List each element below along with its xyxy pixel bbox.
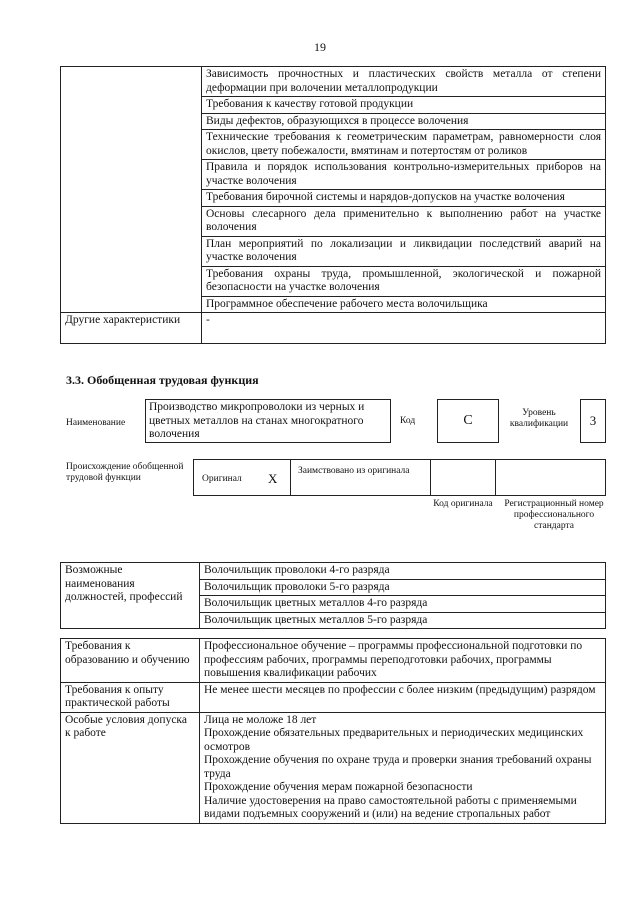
qualification-level: 3 <box>580 399 606 443</box>
knowledge-item: Основы слесарного дела применительно к выполнению работ на участке волочения <box>202 206 606 236</box>
knowledge-item: Правила и порядок использования контрольно-измерительных приборов на участке волочения <box>202 160 606 190</box>
origin-label: Происхождение обобщенной трудовой функции <box>66 462 184 483</box>
other-characteristics-value: - <box>202 313 606 344</box>
positions-table <box>60 562 606 629</box>
positions-label: Возможные наименования должностей, профессий <box>61 563 200 629</box>
knowledge-item: Требования бирочной системы и нарядов-допусков на участке волочения <box>202 190 606 207</box>
function-name: Производство микропроволоки из черных и цветных металлов на станах многократного волочения <box>145 399 391 443</box>
condition-item: Прохождение обучения по охране труда и проверки знания требований охраны труда <box>204 754 592 780</box>
divider <box>290 460 291 495</box>
position-item: Волочильщик цветных металлов 5-го разряда <box>200 612 606 629</box>
registration-caption: Регистрационный номер профессионального стандарта <box>504 499 604 531</box>
original-label: Оригинал <box>202 474 242 484</box>
education-value: Профессиональное обучение – программы профессиональной подготовки по профессиям рабочих, программы переподготовки рабочих, программы повышения квалификации рабочих <box>200 639 606 683</box>
original-mark: X <box>268 471 278 486</box>
position-item: Волочильщик проволоки 5-го разряда <box>200 579 606 596</box>
knowledge-table <box>60 66 606 344</box>
knowledge-item: Технические требования к геометрическим параметрам, равномерности слоя окислов, цвету побежалости, вмятинам и потертостям от роликов <box>202 130 606 160</box>
condition-item: Наличие удостоверения на право самостоятельной работы с применяемыми видами подъемных сооружений и (или) на ведение стропальных работ <box>204 794 577 820</box>
level-label: Уровень квалификации <box>509 408 569 429</box>
condition-item: Прохождение обучения мерам пожарной безопасности <box>204 781 473 793</box>
knowledge-item: Требования охраны труда, промышленной, экологической и пожарной безопасности на участке волочения <box>202 266 606 296</box>
divider <box>430 460 431 495</box>
knowledge-item: Зависимость прочностных и пластических свойств металла от степени деформации при волочении металлопродукции <box>202 67 606 97</box>
code-original-caption: Код оригинала <box>433 499 493 509</box>
conditions-label: Особые условия допуска к работе <box>61 712 200 823</box>
condition-item: Лица не моложе 18 лет <box>204 713 317 726</box>
origin-box <box>193 459 606 496</box>
code-label: Код <box>400 416 416 426</box>
borrowed-label: Заимствовано из оригинала <box>298 466 410 476</box>
knowledge-left-cell <box>61 67 202 313</box>
condition-item: Прохождение обязательных предварительных и периодических медицинских осмотров <box>204 727 584 753</box>
name-label: Наименование <box>66 418 126 428</box>
requirements-table <box>60 638 606 824</box>
knowledge-item: Программное обеспечение рабочего места волочильщика <box>202 296 606 313</box>
education-label: Требования к образованию и обучению <box>61 639 200 683</box>
position-item: Волочильщик цветных металлов 4-го разряда <box>200 596 606 613</box>
function-code: C <box>437 399 499 443</box>
conditions-value <box>200 712 606 823</box>
divider <box>495 460 496 495</box>
position-item: Волочильщик проволоки 4-го разряда <box>200 563 606 580</box>
other-characteristics-label: Другие характеристики <box>61 313 202 344</box>
knowledge-item: Требования к качеству готовой продукции <box>202 97 606 114</box>
knowledge-item: Виды дефектов, образующихся в процессе волочения <box>202 113 606 130</box>
section-title: 3.3. Обобщенная трудовая функция <box>66 373 259 387</box>
page-number: 19 <box>314 40 326 54</box>
experience-value: Не менее шести месяцев по профессии с более низким (предыдущим) разрядом <box>200 682 606 712</box>
knowledge-item: План мероприятий по локализации и ликвидации последствий аварий на участке волочения <box>202 236 606 266</box>
experience-label: Требования к опыту практической работы <box>61 682 200 712</box>
